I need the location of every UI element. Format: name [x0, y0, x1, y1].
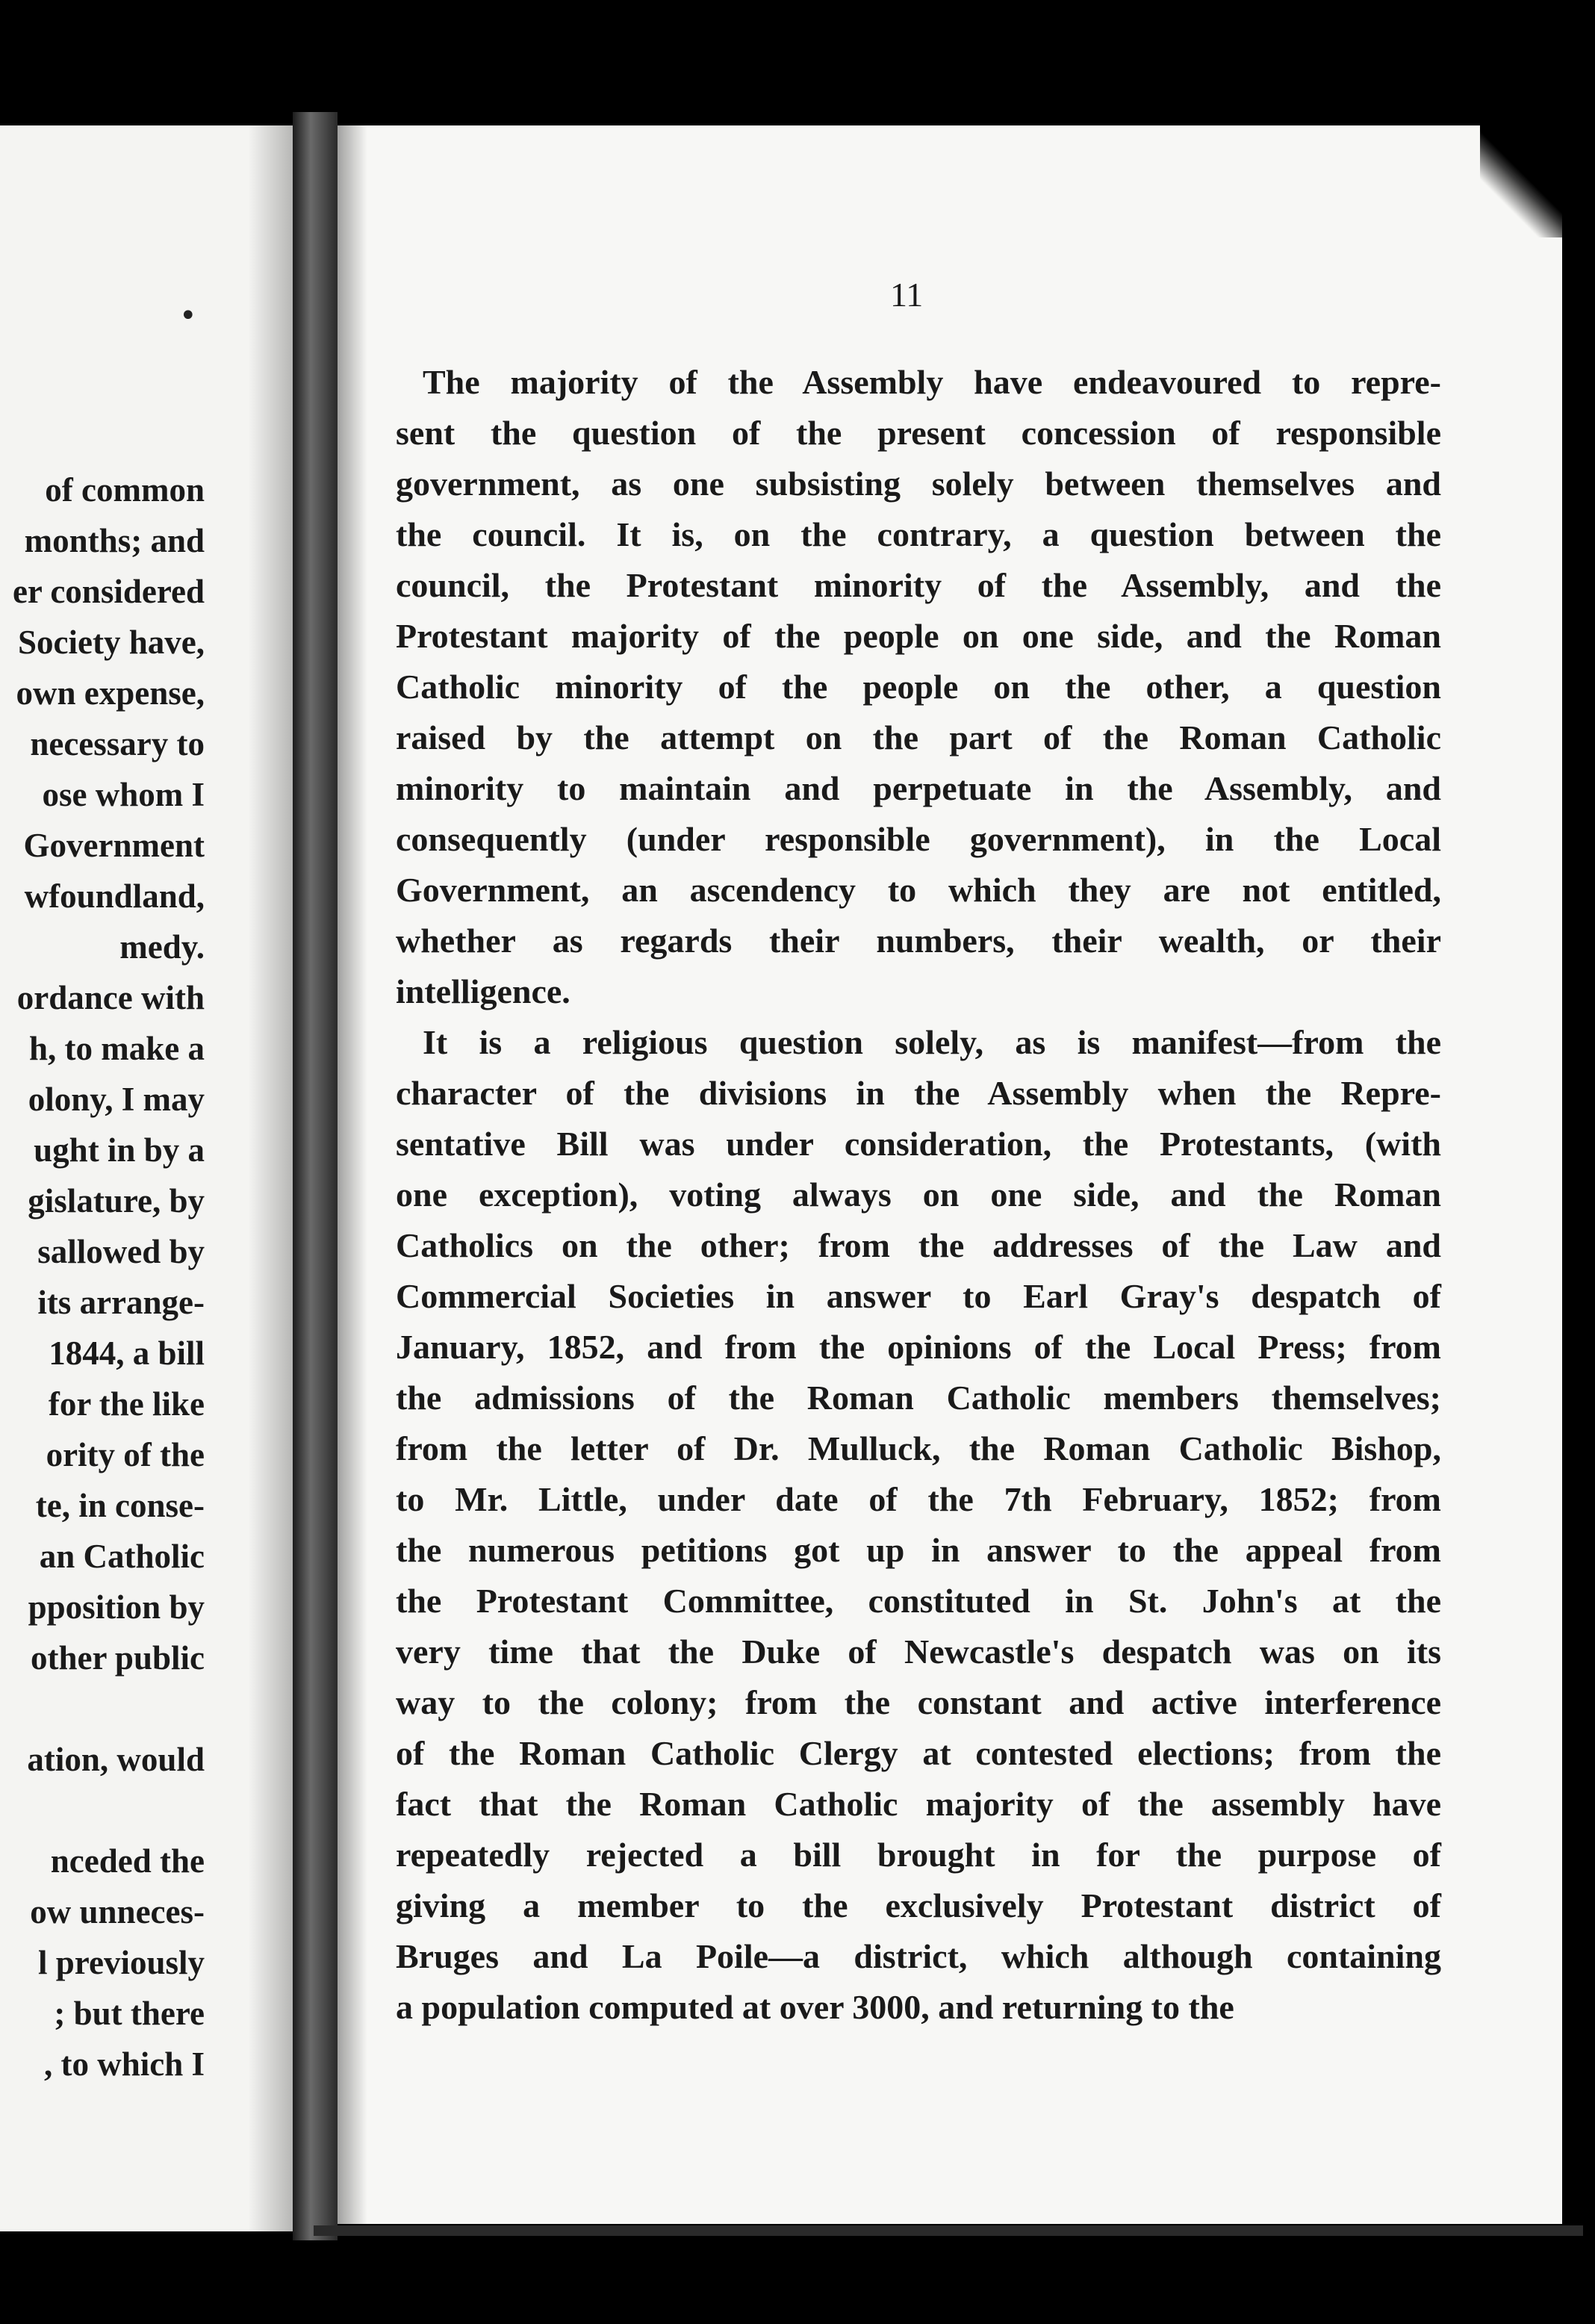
- text-line: whether as regards their numbers, their wealth, or their: [396, 922, 1441, 960]
- text-line: raised by the attempt on the part of the Roman Catholic: [396, 718, 1441, 756]
- text-line: government, as one subsisting solely between themselves and: [396, 465, 1441, 503]
- text-line: January, 1852, and from the opinions of the Local Press; from: [396, 1328, 1441, 1366]
- facing-page-line: Society have,: [18, 624, 205, 661]
- facing-page-line: necessary to: [30, 725, 205, 762]
- facing-page-line: olony, I may: [28, 1081, 205, 1118]
- facing-page-line: l previously: [38, 1944, 205, 1981]
- facing-page-line: gislature, by: [28, 1182, 205, 1220]
- facing-page-line: an Catholic: [39, 1538, 205, 1575]
- facing-page-line: of common: [45, 471, 205, 509]
- facing-page-line: h, to make a: [29, 1030, 205, 1067]
- text-line: the admissions of the Roman Catholic members themselves;: [396, 1379, 1441, 1417]
- facing-page-line: its arrange-: [37, 1284, 205, 1321]
- page-shadow: [338, 125, 367, 2224]
- text-line: to Mr. Little, under date of the 7th February, 1852; from: [396, 1480, 1441, 1518]
- page-shadow: [248, 125, 293, 2231]
- facing-page: [0, 125, 293, 2231]
- text-line: consequently (under responsible government), in the Local: [396, 820, 1441, 858]
- text-line: minority to maintain and perpetuate in the Assembly, and: [396, 769, 1441, 807]
- text-line: Catholics on the other; from the addresses of the Law and: [396, 1226, 1441, 1264]
- facing-page-line: ught in by a: [34, 1131, 205, 1169]
- paragraph: [396, 357, 1441, 1017]
- facing-page-line: [0, 1785, 205, 1836]
- text-line: a population computed at over 3000, and returning to the: [396, 1988, 1234, 2026]
- facing-page-line: months; and: [24, 522, 205, 559]
- text-line: fact that the Roman Catholic majority of the assembly have: [396, 1785, 1441, 1823]
- page-body: [396, 357, 1441, 2033]
- facing-page-line: ose whom I: [42, 776, 205, 813]
- text-line: repeatedly rejected a bill brought in for the purpose of: [396, 1836, 1441, 1874]
- text-line: Protestant majority of the people on one side, and the Roman: [396, 617, 1441, 655]
- text-line: sentative Bill was under consideration, the Protestants, (with: [396, 1125, 1441, 1163]
- text-line: the Protestant Committee, constituted in St. John's at the: [396, 1582, 1441, 1620]
- facing-page-line: nceded the: [50, 1842, 205, 1880]
- text-line: one exception), voting always on one side, and the Roman: [396, 1175, 1441, 1214]
- facing-page-line: ow unneces-: [30, 1893, 205, 1930]
- text-line: character of the divisions in the Assembly when the Repre-: [396, 1074, 1441, 1112]
- text-line: Catholic minority of the people on the other, a question: [396, 668, 1441, 706]
- facing-page-text: [0, 465, 205, 2090]
- text-line: the numerous petitions got up in answer to the appeal from: [396, 1531, 1441, 1569]
- main-page: [338, 125, 1562, 2224]
- facing-page-line: ordance with: [16, 979, 205, 1016]
- facing-page-line: wfoundland,: [24, 877, 205, 915]
- text-line: way to the colony; from the constant and active interference: [396, 1683, 1441, 1721]
- facing-page-line: [0, 1683, 205, 1734]
- facing-page-line: ation, would: [27, 1741, 205, 1778]
- text-line: council, the Protestant minority of the Assembly, and the: [396, 566, 1441, 604]
- folded-corner: [1480, 125, 1562, 237]
- facing-page-line: Government: [23, 827, 205, 864]
- text-line: Commercial Societies in answer to Earl Gray's despatch of: [396, 1277, 1441, 1315]
- paragraph: [396, 1017, 1441, 2033]
- page-number: 11: [890, 276, 924, 314]
- text-line: giving a member to the exclusively Protestant district of: [396, 1886, 1441, 1924]
- book-gutter: [293, 112, 338, 2240]
- facing-page-line: , to which I: [43, 2045, 205, 2083]
- text-line: It is a religious question solely, as is manifest—from the: [423, 1023, 1441, 1061]
- facing-page-line: medy.: [119, 928, 205, 966]
- text-line: the council. It is, on the contrary, a question between the: [396, 515, 1441, 553]
- facing-page-line: for the like: [48, 1385, 205, 1423]
- facing-page-line: pposition by: [28, 1588, 205, 1626]
- page-mark: •: [179, 299, 197, 333]
- facing-page-line: 1844, a bill: [49, 1335, 205, 1372]
- text-line: Bruges and La Poile—a district, which although containing: [396, 1937, 1441, 1975]
- text-line: sent the question of the present concession of responsible: [396, 414, 1441, 452]
- page-bottom-edge: [314, 2225, 1583, 2236]
- text-line: The majority of the Assembly have endeavoured to repre-: [423, 363, 1441, 401]
- facing-page-line: te, in conse-: [35, 1487, 205, 1524]
- facing-page-line: er considered: [12, 573, 205, 610]
- text-line: intelligence.: [396, 972, 570, 1010]
- facing-page-line: other public: [31, 1639, 205, 1677]
- facing-page-line: ority of the: [46, 1436, 205, 1473]
- text-line: of the Roman Catholic Clergy at contested elections; from the: [396, 1734, 1441, 1772]
- facing-page-line: own expense,: [16, 674, 205, 712]
- text-line: very time that the Duke of Newcastle's despatch was on its: [396, 1632, 1441, 1671]
- text-line: from the letter of Dr. Mulluck, the Roman Catholic Bishop,: [396, 1429, 1441, 1467]
- facing-page-line: ; but there: [54, 1995, 205, 2032]
- text-line: Government, an ascendency to which they are not entitled,: [396, 871, 1441, 909]
- facing-page-line: sallowed by: [37, 1233, 205, 1270]
